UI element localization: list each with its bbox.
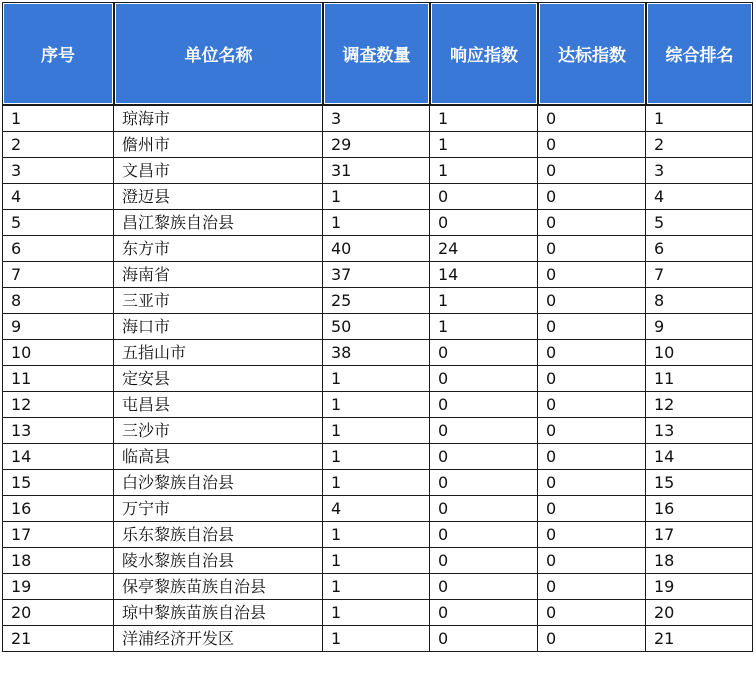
cell-survey-count: 1 (323, 392, 430, 418)
cell-overall-rank: 15 (646, 470, 753, 496)
cell-unit-name: 陵水黎族自治县 (114, 548, 323, 574)
cell-index: 1 (2, 105, 114, 132)
cell-survey-count: 1 (323, 470, 430, 496)
cell-index: 11 (2, 366, 114, 392)
cell-compliance-index: 0 (538, 626, 646, 652)
cell-survey-count: 1 (323, 548, 430, 574)
header-response-index: 响应指数 (430, 2, 538, 105)
cell-response-index: 0 (430, 418, 538, 444)
cell-index: 12 (2, 392, 114, 418)
table-row (2, 470, 753, 496)
cell-response-index: 0 (430, 366, 538, 392)
cell-compliance-index: 0 (538, 548, 646, 574)
cell-compliance-index: 0 (538, 314, 646, 340)
cell-unit-name: 保亭黎族苗族自治县 (114, 574, 323, 600)
table-row (2, 626, 753, 652)
cell-overall-rank: 16 (646, 496, 753, 522)
cell-survey-count: 4 (323, 496, 430, 522)
cell-compliance-index: 0 (538, 522, 646, 548)
cell-compliance-index: 0 (538, 366, 646, 392)
cell-index: 20 (2, 600, 114, 626)
cell-index: 6 (2, 236, 114, 262)
cell-unit-name: 琼中黎族苗族自治县 (114, 600, 323, 626)
cell-index: 14 (2, 444, 114, 470)
cell-survey-count: 38 (323, 340, 430, 366)
cell-response-index: 1 (430, 288, 538, 314)
cell-overall-rank: 17 (646, 522, 753, 548)
cell-survey-count: 1 (323, 522, 430, 548)
table-row (2, 522, 753, 548)
table-row (2, 548, 753, 574)
cell-compliance-index: 0 (538, 574, 646, 600)
table-row (2, 184, 753, 210)
cell-unit-name: 定安县 (114, 366, 323, 392)
cell-compliance-index: 0 (538, 470, 646, 496)
cell-overall-rank: 1 (646, 105, 753, 132)
header-compliance-index: 达标指数 (538, 2, 646, 105)
cell-response-index: 0 (430, 470, 538, 496)
cell-overall-rank: 14 (646, 444, 753, 470)
table-row (2, 158, 753, 184)
cell-compliance-index: 0 (538, 288, 646, 314)
cell-response-index: 0 (430, 210, 538, 236)
cell-response-index: 14 (430, 262, 538, 288)
cell-unit-name: 澄迈县 (114, 184, 323, 210)
cell-overall-rank: 20 (646, 600, 753, 626)
cell-survey-count: 1 (323, 574, 430, 600)
cell-compliance-index: 0 (538, 184, 646, 210)
cell-response-index: 0 (430, 444, 538, 470)
cell-index: 9 (2, 314, 114, 340)
cell-unit-name: 文昌市 (114, 158, 323, 184)
cell-response-index: 1 (430, 105, 538, 132)
cell-survey-count: 29 (323, 132, 430, 158)
cell-overall-rank: 3 (646, 158, 753, 184)
cell-overall-rank: 18 (646, 548, 753, 574)
cell-overall-rank: 13 (646, 418, 753, 444)
cell-index: 18 (2, 548, 114, 574)
cell-overall-rank: 12 (646, 392, 753, 418)
cell-response-index: 0 (430, 574, 538, 600)
table-row (2, 314, 753, 340)
cell-survey-count: 1 (323, 366, 430, 392)
cell-response-index: 0 (430, 600, 538, 626)
table-row (2, 105, 753, 132)
cell-compliance-index: 0 (538, 444, 646, 470)
cell-compliance-index: 0 (538, 496, 646, 522)
cell-unit-name: 万宁市 (114, 496, 323, 522)
cell-compliance-index: 0 (538, 236, 646, 262)
table-body (2, 105, 753, 652)
cell-index: 16 (2, 496, 114, 522)
table-row (2, 418, 753, 444)
cell-index: 5 (2, 210, 114, 236)
cell-response-index: 0 (430, 392, 538, 418)
cell-overall-rank: 9 (646, 314, 753, 340)
cell-overall-rank: 4 (646, 184, 753, 210)
cell-unit-name: 白沙黎族自治县 (114, 470, 323, 496)
cell-overall-rank: 5 (646, 210, 753, 236)
header-row (2, 2, 753, 105)
table-row (2, 574, 753, 600)
cell-unit-name: 三沙市 (114, 418, 323, 444)
cell-response-index: 0 (430, 522, 538, 548)
cell-overall-rank: 8 (646, 288, 753, 314)
cell-survey-count: 3 (323, 105, 430, 132)
cell-unit-name: 三亚市 (114, 288, 323, 314)
header-overall-rank: 综合排名 (646, 2, 753, 105)
cell-index: 15 (2, 470, 114, 496)
cell-response-index: 0 (430, 340, 538, 366)
cell-overall-rank: 6 (646, 236, 753, 262)
cell-response-index: 0 (430, 548, 538, 574)
cell-overall-rank: 7 (646, 262, 753, 288)
cell-response-index: 0 (430, 496, 538, 522)
cell-unit-name: 屯昌县 (114, 392, 323, 418)
cell-compliance-index: 0 (538, 105, 646, 132)
table-row (2, 288, 753, 314)
cell-index: 13 (2, 418, 114, 444)
table-row (2, 262, 753, 288)
header-unit-name: 单位名称 (114, 2, 323, 105)
cell-index: 7 (2, 262, 114, 288)
cell-compliance-index: 0 (538, 210, 646, 236)
cell-unit-name: 儋州市 (114, 132, 323, 158)
cell-unit-name: 海南省 (114, 262, 323, 288)
table-row (2, 340, 753, 366)
cell-unit-name: 昌江黎族自治县 (114, 210, 323, 236)
ranking-table (2, 2, 753, 652)
table-row (2, 496, 753, 522)
cell-overall-rank: 11 (646, 366, 753, 392)
cell-survey-count: 1 (323, 600, 430, 626)
cell-survey-count: 40 (323, 236, 430, 262)
cell-response-index: 1 (430, 132, 538, 158)
cell-index: 17 (2, 522, 114, 548)
cell-survey-count: 25 (323, 288, 430, 314)
cell-survey-count: 37 (323, 262, 430, 288)
cell-compliance-index: 0 (538, 392, 646, 418)
cell-index: 3 (2, 158, 114, 184)
cell-unit-name: 乐东黎族自治县 (114, 522, 323, 548)
cell-unit-name: 东方市 (114, 236, 323, 262)
cell-compliance-index: 0 (538, 262, 646, 288)
table-row (2, 366, 753, 392)
cell-response-index: 1 (430, 314, 538, 340)
cell-index: 10 (2, 340, 114, 366)
header-survey-count: 调查数量 (323, 2, 430, 105)
cell-unit-name: 洋浦经济开发区 (114, 626, 323, 652)
cell-survey-count: 1 (323, 444, 430, 470)
cell-response-index: 1 (430, 158, 538, 184)
cell-survey-count: 1 (323, 184, 430, 210)
cell-compliance-index: 0 (538, 418, 646, 444)
cell-response-index: 24 (430, 236, 538, 262)
cell-overall-rank: 21 (646, 626, 753, 652)
cell-survey-count: 1 (323, 626, 430, 652)
cell-unit-name: 临高县 (114, 444, 323, 470)
table-row (2, 392, 753, 418)
table-row (2, 236, 753, 262)
header-index: 序号 (2, 2, 114, 105)
cell-unit-name: 琼海市 (114, 105, 323, 132)
cell-overall-rank: 2 (646, 132, 753, 158)
cell-overall-rank: 10 (646, 340, 753, 366)
cell-compliance-index: 0 (538, 132, 646, 158)
cell-index: 2 (2, 132, 114, 158)
table-row (2, 444, 753, 470)
cell-survey-count: 1 (323, 210, 430, 236)
cell-index: 8 (2, 288, 114, 314)
cell-survey-count: 31 (323, 158, 430, 184)
cell-compliance-index: 0 (538, 600, 646, 626)
cell-index: 21 (2, 626, 114, 652)
cell-unit-name: 五指山市 (114, 340, 323, 366)
cell-response-index: 0 (430, 626, 538, 652)
cell-survey-count: 1 (323, 418, 430, 444)
table-row (2, 600, 753, 626)
cell-compliance-index: 0 (538, 340, 646, 366)
table-row (2, 132, 753, 158)
cell-index: 19 (2, 574, 114, 600)
cell-overall-rank: 19 (646, 574, 753, 600)
cell-response-index: 0 (430, 184, 538, 210)
cell-unit-name: 海口市 (114, 314, 323, 340)
cell-index: 4 (2, 184, 114, 210)
table-row (2, 210, 753, 236)
cell-compliance-index: 0 (538, 158, 646, 184)
cell-survey-count: 50 (323, 314, 430, 340)
